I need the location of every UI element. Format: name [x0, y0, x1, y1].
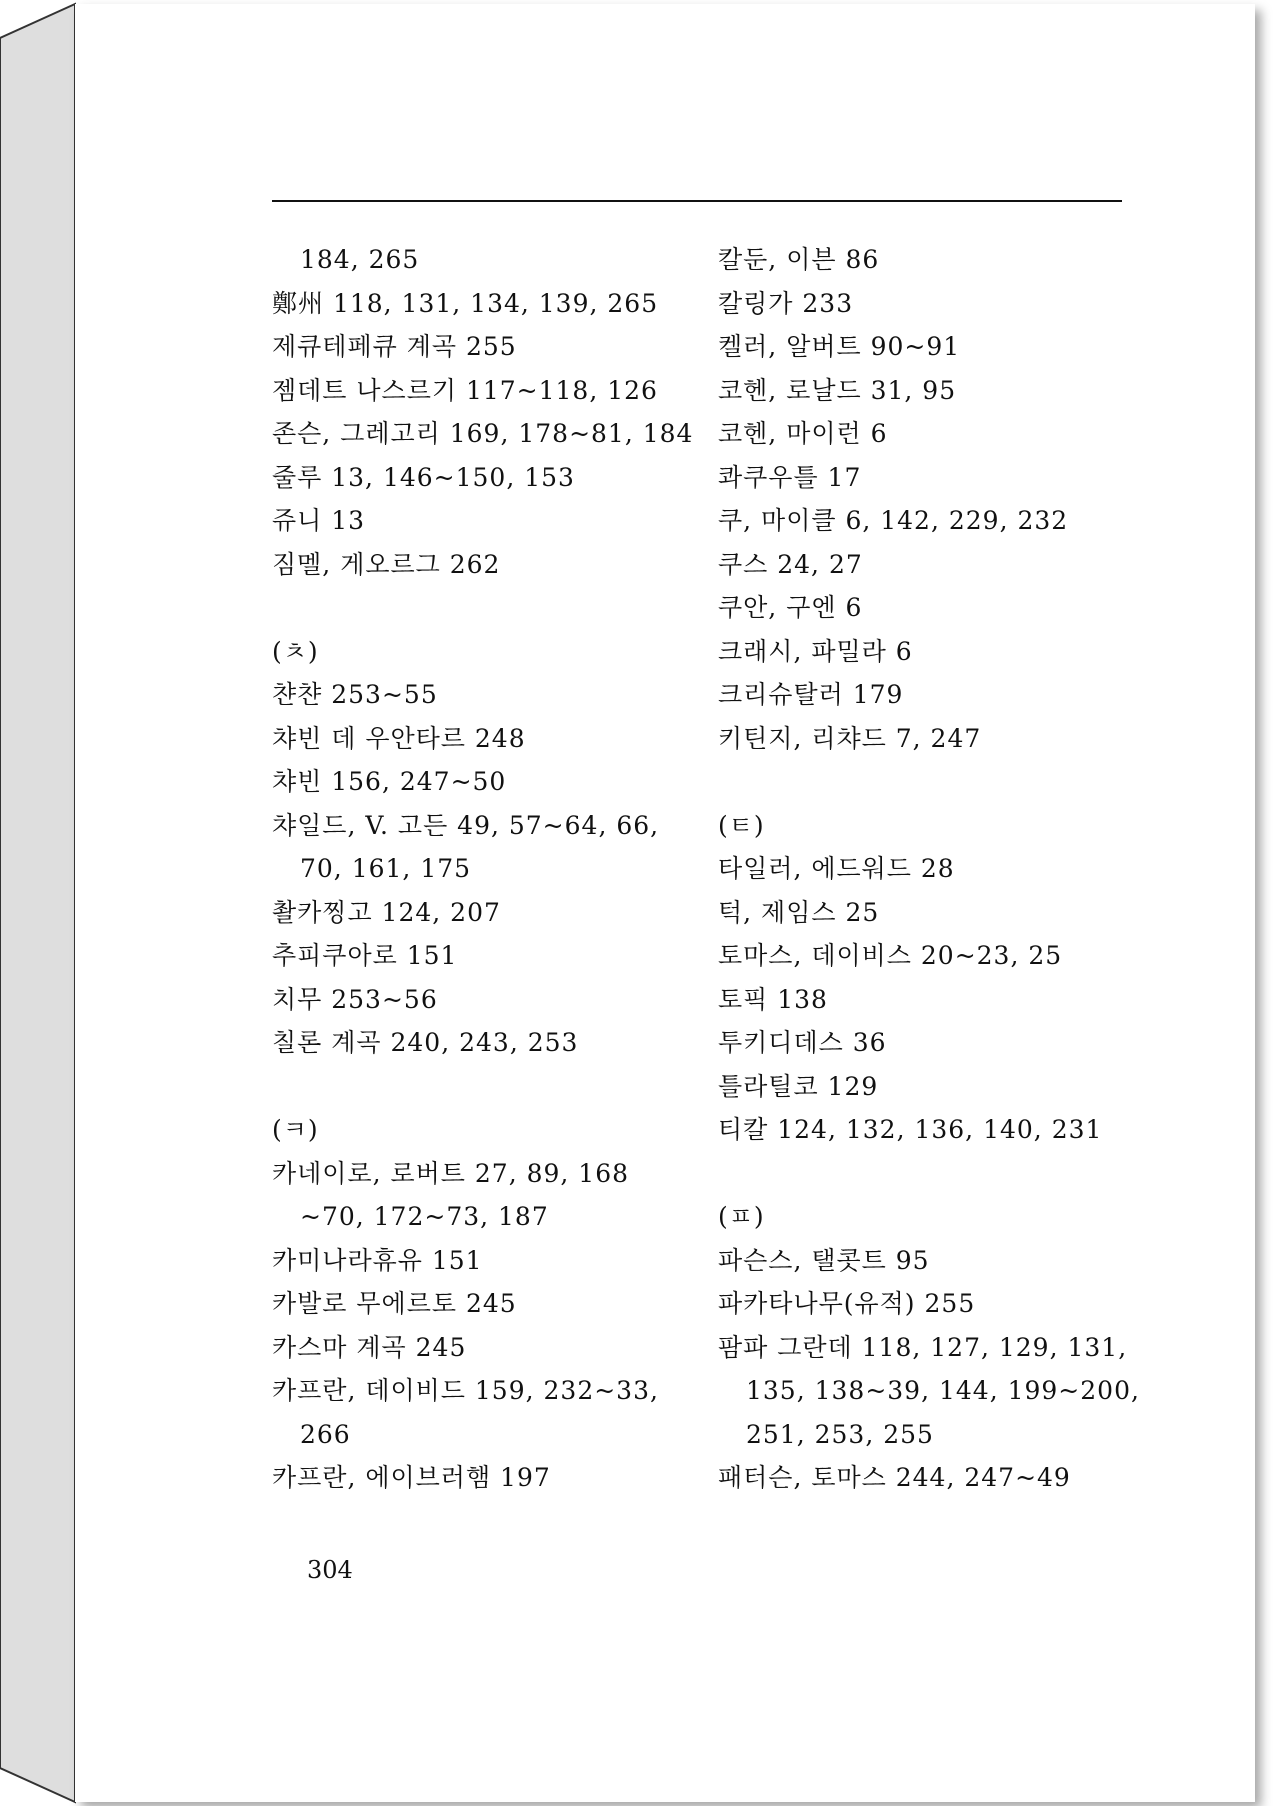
index-entry: 카미나라휴유 151 [272, 1245, 483, 1275]
index-entry: 콰쿠우틀 17 [718, 462, 862, 492]
index-entry: 쥬니 13 [272, 506, 366, 535]
index-entry: 쿠안, 구엔 6 [718, 593, 863, 622]
index-entry: (ㅋ) [272, 1115, 319, 1144]
index-entry: 타일러, 에드워드 28 [718, 854, 955, 883]
index-entry: 치무 253~56 [272, 984, 438, 1014]
index-entry: 티칼 124, 132, 136, 140, 231 [718, 1115, 1103, 1144]
index-entry: 줄루 13, 146~150, 153 [272, 462, 575, 492]
index-entry: 카프란, 에이브러햄 197 [272, 1463, 551, 1492]
section-gap [718, 760, 1138, 804]
index-entry: 추피쿠아로 151 [272, 941, 458, 970]
index-entry: 챠빈 156, 247~50 [272, 767, 507, 796]
index-column-left [272, 238, 692, 1500]
header-rule [272, 200, 1122, 202]
index-entry: (ㅌ) [718, 810, 765, 840]
index-entry: 토마스, 데이비스 20~23, 25 [718, 941, 1063, 970]
index-entry: 촬카찡고 124, 207 [272, 897, 501, 927]
index-entry: 패터슨, 토마스 244, 247~49 [718, 1463, 1071, 1492]
index-entry-continuation: 135, 138~39, 144, 199~200, [746, 1376, 1140, 1405]
index-entry: 켈러, 알버트 90~91 [718, 332, 961, 361]
index-entry: 크리슈탈러 179 [718, 680, 904, 709]
index-entry: 짐멜, 게오르그 262 [272, 549, 501, 579]
index-entry: 키틴지, 리챠드 7, 247 [718, 723, 982, 753]
index-column-right [718, 238, 1138, 1500]
index-entry-continuation: 184, 265 [300, 245, 420, 274]
index-entry: (ㅍ) [718, 1202, 765, 1231]
index-entry: 투키디데스 36 [718, 1028, 887, 1057]
index-entry: 카발로 무에르토 245 [272, 1289, 517, 1318]
index-entry-continuation: 70, 161, 175 [300, 854, 472, 883]
index-entry: 칠론 계곡 240, 243, 253 [272, 1028, 579, 1057]
index-entry: 턱, 제임스 25 [718, 897, 880, 927]
index-entry: 제큐테페큐 계곡 255 [272, 332, 517, 361]
index-entry: 쿠, 마이클 6, 142, 229, 232 [718, 506, 1069, 535]
page-number: 304 [307, 1556, 353, 1584]
index-entry-continuation: 266 [300, 1419, 351, 1449]
index-entry: 챠일드, V. 고든 49, 57~64, 66, [272, 810, 660, 840]
index-entry: 존슨, 그레고리 169, 178~81, 184 [272, 419, 694, 448]
index-entry: 젬데트 나스르기 117~118, 126 [272, 375, 658, 405]
index-entry-continuation: 251, 253, 255 [746, 1419, 934, 1449]
index-entry: 틀라틸코 129 [718, 1071, 879, 1101]
index-entry: 크래시, 파밀라 6 [718, 636, 913, 666]
index-entry: 팜파 그란데 118, 127, 129, 131, [718, 1332, 1128, 1362]
index-entry: 챠빈 데 우안타르 248 [272, 723, 526, 753]
index-entry: 코헨, 마이런 6 [718, 419, 888, 448]
index-entry: 칼둔, 이븐 86 [718, 245, 880, 274]
section-gap [272, 1065, 692, 1109]
index-entry: 파슨스, 탤콧트 95 [718, 1245, 930, 1275]
index-entry: (ㅊ) [272, 636, 319, 666]
index-entry: 카프란, 데이비드 159, 232~33, [272, 1376, 659, 1405]
index-entry: 칼링가 233 [718, 288, 854, 318]
index-entry: 카네이로, 로버트 27, 89, 168 [272, 1158, 630, 1188]
index-entry: 鄭州 118, 131, 134, 139, 265 [272, 288, 659, 318]
index-entry: 챤챤 253~55 [272, 680, 438, 709]
section-gap [718, 1152, 1138, 1196]
index-entry: 파카타나무(유적) 255 [718, 1289, 976, 1318]
index-entry: 토픽 138 [718, 984, 828, 1014]
index-entry: 코헨, 로날드 31, 95 [718, 375, 957, 405]
index-entry: 카스마 계곡 245 [272, 1332, 467, 1362]
index-entry-continuation: ~70, 172~73, 187 [300, 1202, 549, 1231]
index-entry: 쿠스 24, 27 [718, 549, 863, 579]
section-gap [272, 586, 692, 630]
